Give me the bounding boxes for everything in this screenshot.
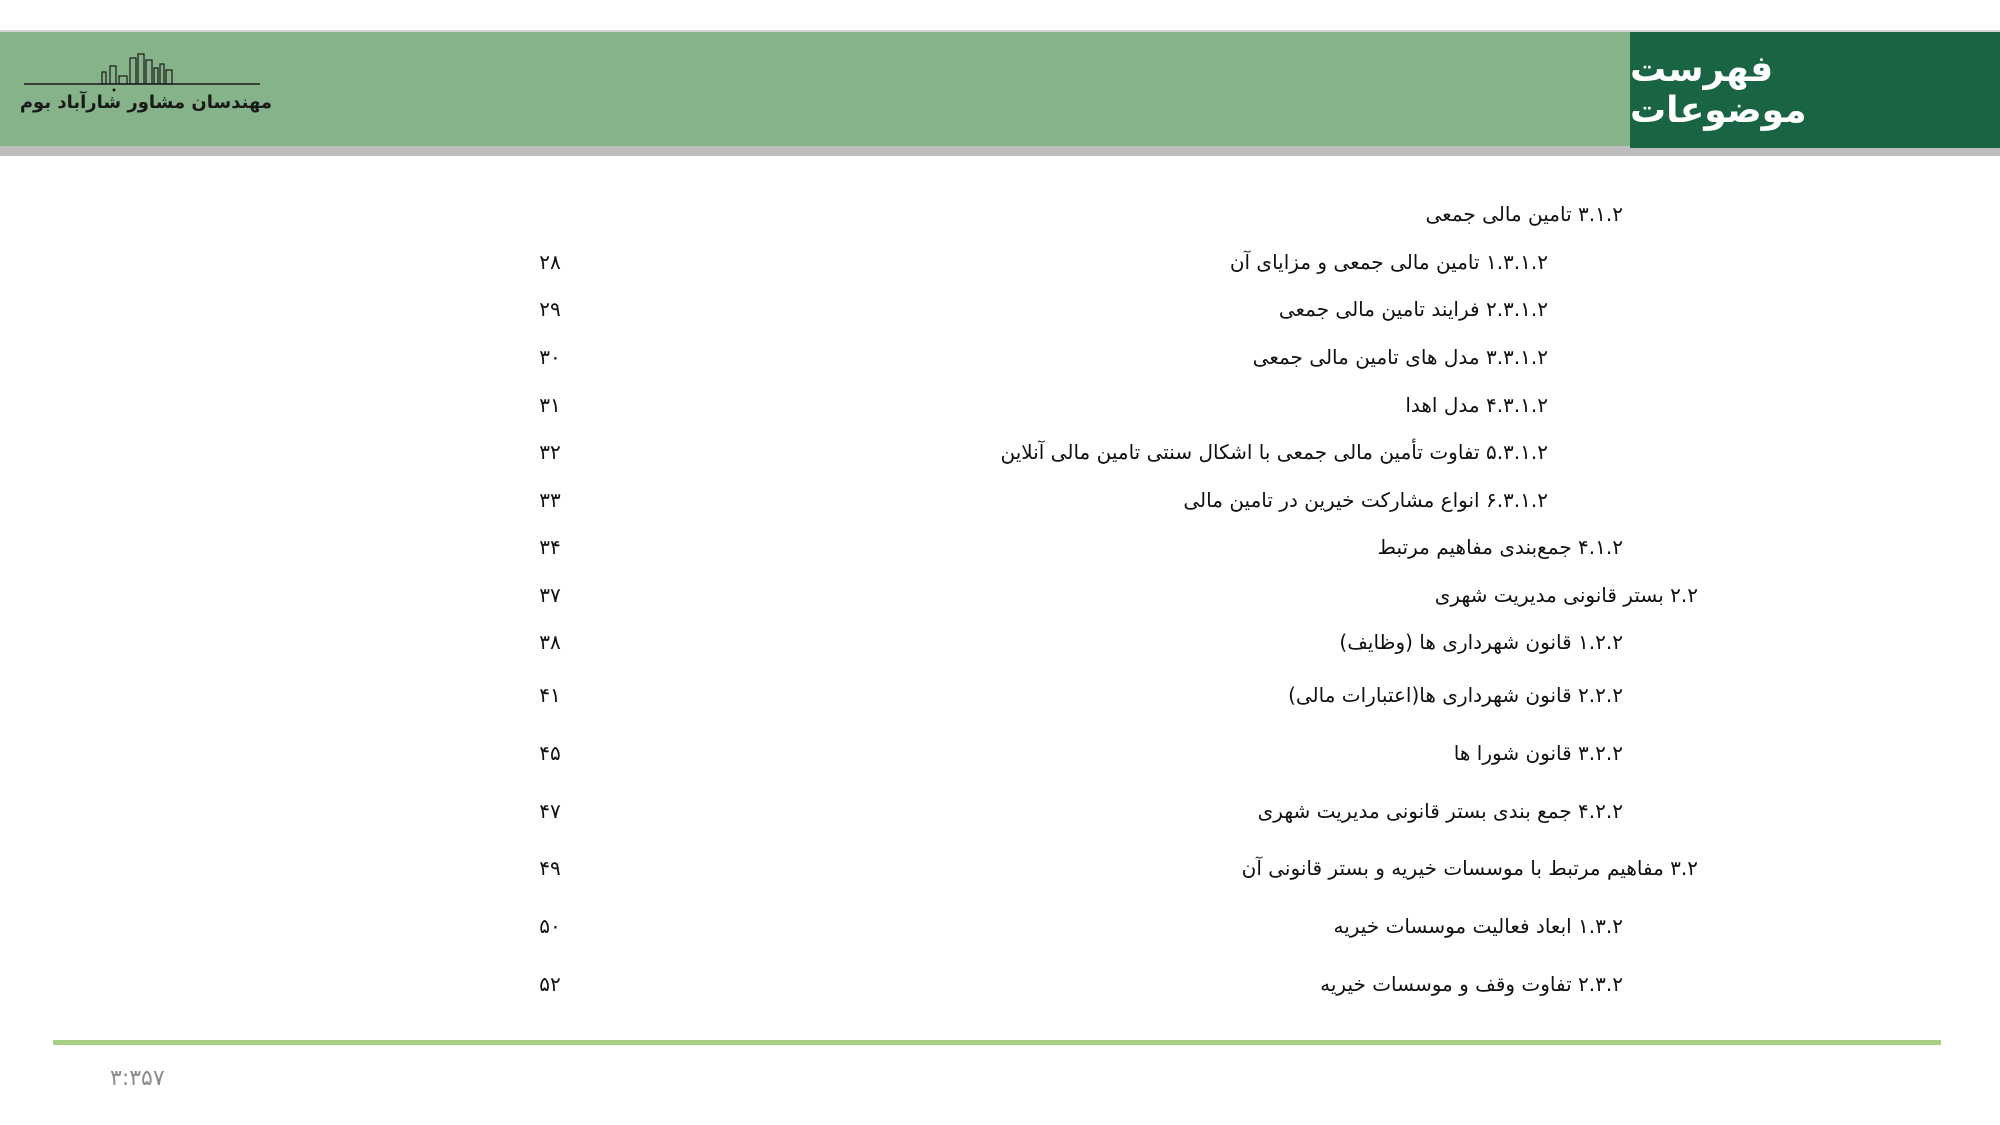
- toc-row: [0, 909, 2000, 943]
- toc-row: [0, 435, 2000, 469]
- toc-row: [0, 678, 2000, 712]
- toc-entry-page: ۴۷: [539, 799, 561, 823]
- toc-entry-page: ۴۱: [539, 683, 561, 707]
- skyline-icon: [24, 52, 272, 92]
- toc-entry-title: ۱.۳.۲ ابعاد فعالیت موسسات خیریه: [1333, 914, 1623, 938]
- toc-row: [0, 388, 2000, 422]
- toc-row: [0, 851, 2000, 885]
- toc-row: [0, 292, 2000, 326]
- toc-entry-page: ۴۵: [539, 741, 561, 765]
- slide-number: ۳:۳۵۷: [110, 1066, 165, 1091]
- toc-row: [0, 340, 2000, 374]
- toc-entry-title: ۳.۲.۲ قانون شورا ها: [1453, 741, 1623, 765]
- toc-entry-title: ۴.۲.۲ جمع بندی بستر قانونی مدیریت شهری: [1257, 799, 1623, 823]
- toc-entry-title: ۶.۳.۱.۲ انواع مشارکت خیرین در تامین مالی: [1183, 488, 1548, 512]
- toc-entry-page: ۳۴: [539, 535, 561, 559]
- toc-entry-page: ۴۹: [539, 856, 561, 880]
- page-title: فهرست موضوعات: [1630, 49, 1807, 131]
- toc-row: [0, 794, 2000, 828]
- toc-entry-title: ۵.۳.۱.۲ تفاوت تأمین مالی جمعی با اشکال سنتی تامین مالی آنلاین: [1000, 440, 1548, 464]
- toc-entry-page: ۳۳: [539, 488, 561, 512]
- toc-row: [0, 736, 2000, 770]
- toc-entry-title: ۱.۲.۲ قانون شهرداری ها (وظایف): [1339, 630, 1623, 654]
- toc-entry-title: ۲.۲ بستر قانونی مدیریت شهری: [1434, 583, 1698, 607]
- company-logo: [19, 52, 272, 124]
- toc-entry-page: ۳۱: [539, 393, 561, 417]
- toc-entry-title: ۴.۱.۲ جمع‌بندی مفاهیم مرتبط: [1377, 535, 1623, 559]
- toc-row: [0, 967, 2000, 1001]
- toc-entry-page: ۳۸: [539, 630, 561, 654]
- toc-row: [0, 245, 2000, 279]
- toc-row: [0, 483, 2000, 517]
- toc-entry-title: ۴.۳.۱.۲ مدل اهدا: [1405, 393, 1548, 417]
- toc-row: [0, 625, 2000, 659]
- toc-entry-title: ۳.۲ مفاهیم مرتبط با موسسات خیریه و بستر قانونی آن: [1241, 856, 1698, 880]
- toc-entry-title: ۱.۳.۱.۲ تامین مالی جمعی و مزایای آن: [1229, 250, 1548, 274]
- toc-entry-page: ۳۲: [539, 440, 561, 464]
- toc-entry-page: ۵۲: [539, 972, 561, 996]
- toc-entry-title: ۳.۱.۲ تامین مالی جمعی: [1425, 202, 1623, 226]
- toc-row: [0, 530, 2000, 564]
- footer-rule: [53, 1040, 1941, 1045]
- toc-entry-page: ۳۷: [539, 583, 561, 607]
- toc-entry-title: ۳.۳.۱.۲ مدل های تامین مالی جمعی: [1252, 345, 1548, 369]
- toc-entry-page: ۲۸: [539, 250, 561, 274]
- toc-entry-page: ۳۰: [539, 345, 561, 369]
- toc-entry-title: ۲.۲.۲ قانون شهرداری ها(اعتبارات مالی): [1288, 683, 1623, 707]
- toc-entry-page: ۲۹: [539, 297, 561, 321]
- toc-entry-title: ۲.۳.۲ تفاوت وقف و موسسات خیریه: [1320, 972, 1623, 996]
- logo-text: مهندسان مشاور شارآباد بوم: [19, 92, 272, 113]
- toc-row: [0, 578, 2000, 612]
- title-box: [1630, 32, 2000, 148]
- toc-entry-title: ۲.۳.۱.۲ فرایند تامین مالی جمعی: [1278, 297, 1548, 321]
- toc-entry-page: ۵۰: [539, 914, 561, 938]
- toc-row: [0, 197, 2000, 231]
